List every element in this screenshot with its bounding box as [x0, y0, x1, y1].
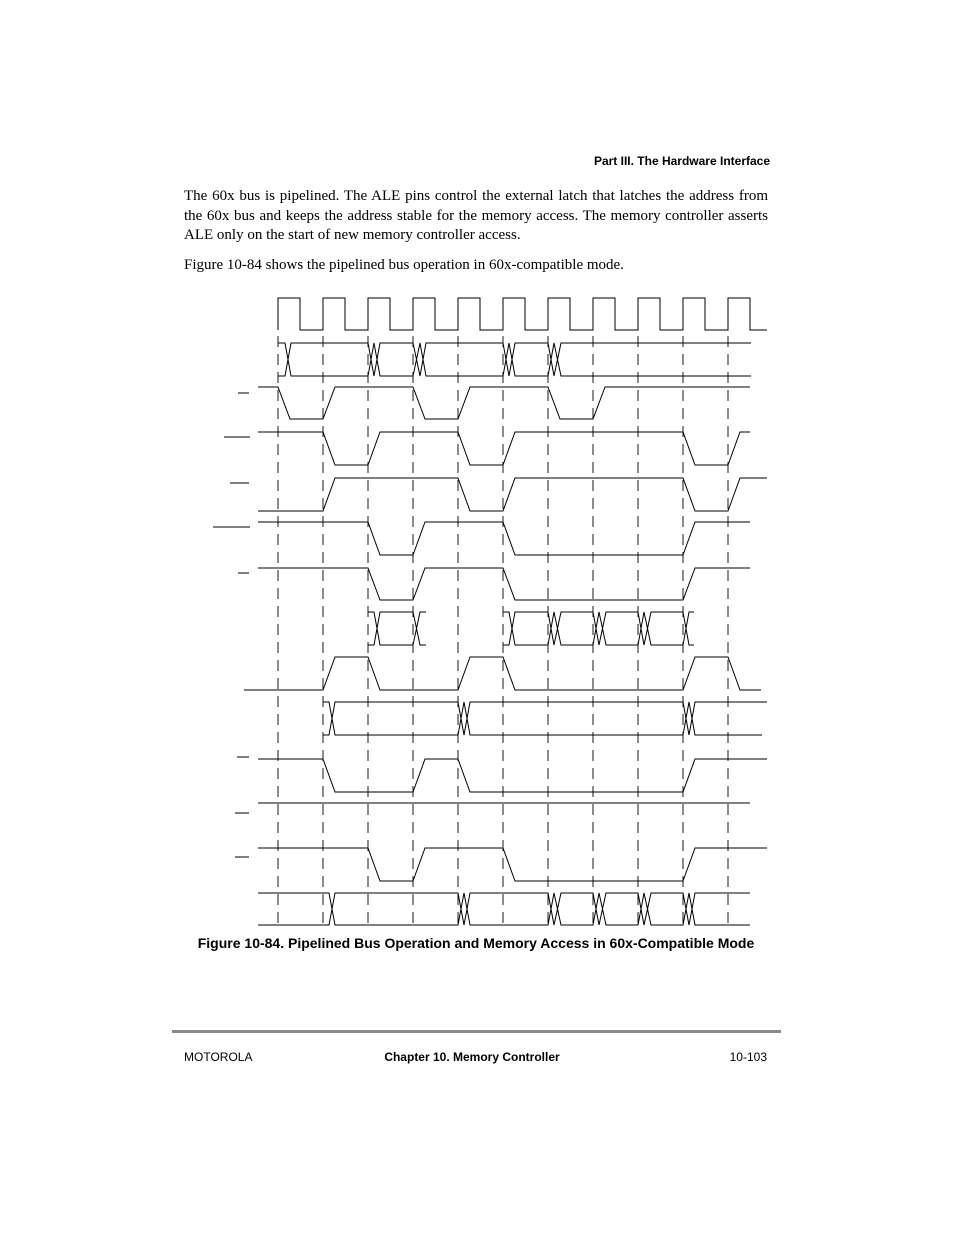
footer-chapter: Chapter 10. Memory Controller	[384, 1050, 560, 1064]
bottom-bus-signal	[258, 893, 750, 925]
timing-diagram	[0, 290, 954, 930]
bus-signal-13	[258, 848, 767, 881]
bus-signal-11	[258, 759, 767, 792]
address-bus-signal	[278, 343, 751, 376]
figure-caption: Figure 10-84. Pipelined Bus Operation and Memory Access in 60x-Compatible Mode	[197, 935, 755, 951]
running-header: Part III. The Hardware Interface	[593, 154, 770, 168]
bus-signal-7	[258, 568, 750, 600]
ts-signal	[258, 387, 750, 419]
data-bus-signal	[368, 612, 694, 645]
footer-left: MOTOROLA	[184, 1050, 253, 1064]
cycle-reference-lines	[278, 300, 728, 930]
footer-page-number: 10-103	[729, 1050, 767, 1064]
clock-signal	[278, 298, 767, 330]
bus-signal-5	[258, 478, 767, 511]
body-paragraph-2: Figure 10-84 shows the pipelined bus operation in 60x-compatible mode.	[184, 257, 624, 273]
footer-rule	[172, 1030, 781, 1033]
bus-signal-4	[258, 432, 750, 465]
bus-signal-6	[258, 522, 750, 555]
memory-address-bus-signal	[323, 702, 767, 735]
body-paragraph-1: The 60x bus is pipelined. The ALE pins control the external latch that latches the address from the 60x bus and keeps the address stable for the memory access. The memory controller asserts ALE only on the start of new memory controller access.	[184, 188, 768, 243]
